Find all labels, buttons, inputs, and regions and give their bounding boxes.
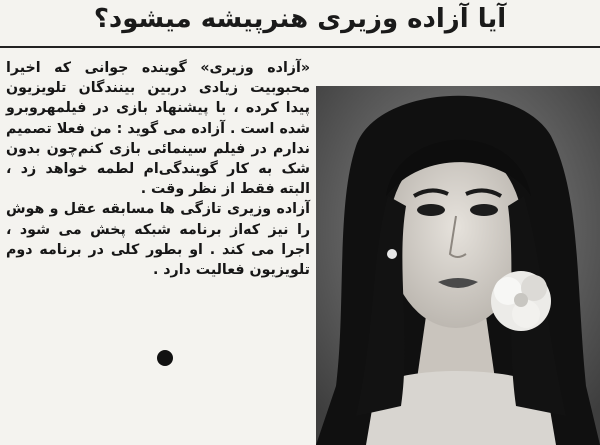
end-bullet	[157, 350, 173, 366]
portrait-illustration	[316, 86, 600, 445]
article-paragraph-1: «آزاده وزیری» گوینده جوانی که اخیرا محبوبیت زیادی دربین بینندگان تلویزیون پیدا کرده ، با پیشنهاد بازی در فیلمهروبرو شده است . آزاده می گوید : من فعلا تصمیم ندارم در فیلم سینمائی بازی کنم‌چون بدون شک به کار گویندگی‌ام لطمه خواهد زد ، البته فقط از نظر وقت .	[6, 60, 310, 198]
portrait-photo	[316, 86, 600, 445]
divider-rule	[0, 46, 600, 48]
headline: آیا آزاده وزیری هنرپیشه میشود؟	[93, 4, 507, 34]
article-text	[6, 58, 310, 348]
article-paragraph-2: آزاده وزیری تازگی ها مسابقه عقل و هوش را نیز که‌از برنامه شبکه پخش می شود ، اجرا می کند . او بطور کلی در برنامه دوم تلویزیون فعالیت دارد .	[6, 201, 310, 279]
